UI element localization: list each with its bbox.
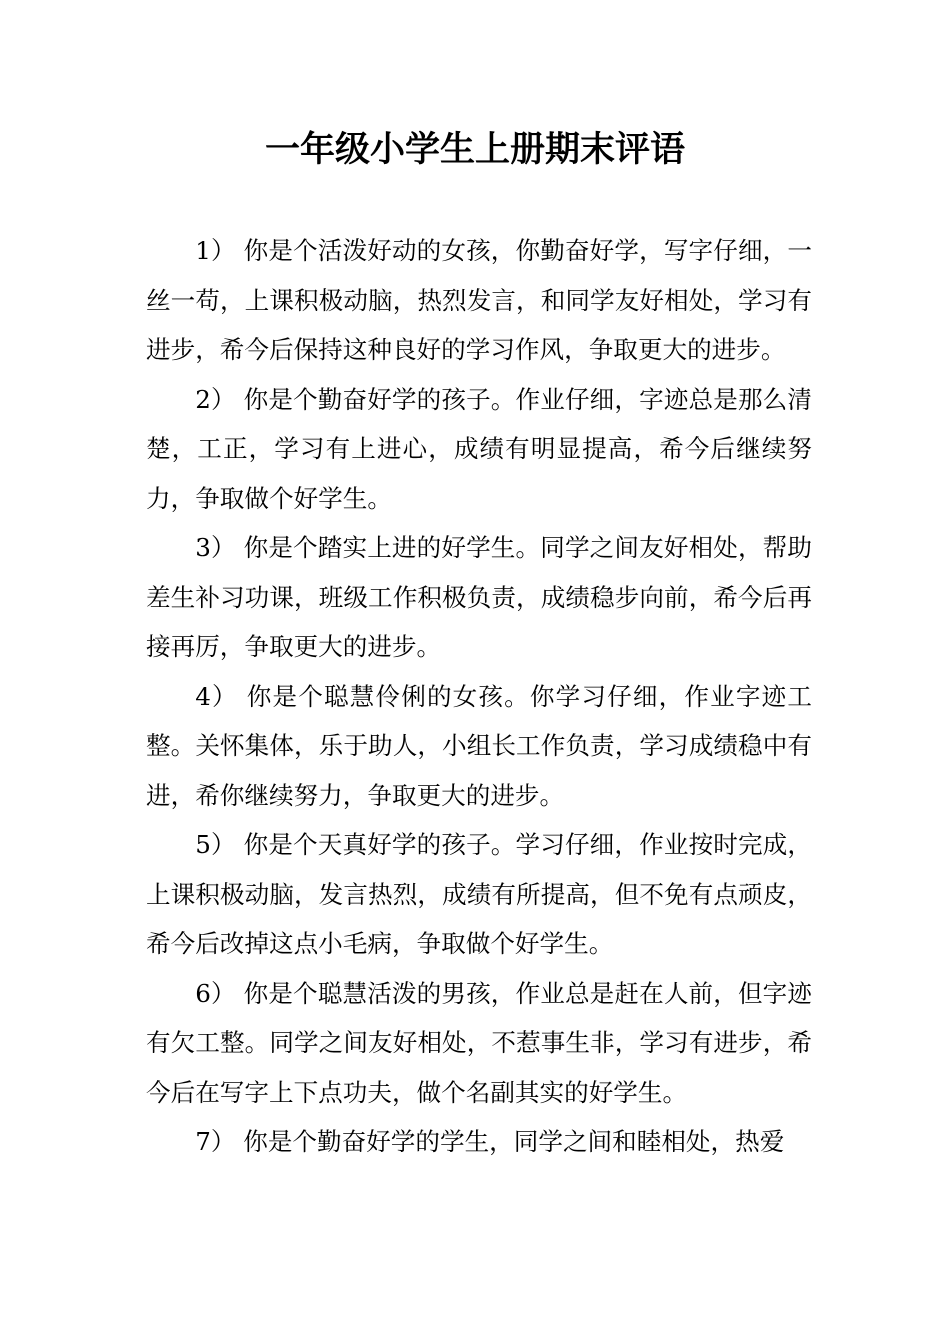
comment-paragraph-3: 3） 你是个踏实上进的好学生。同学之间友好相处，帮助差生补习功课，班级工作积极负责，成绩稳步向前，希今后再接再厉，争取更大的进步。 [146,533,812,661]
comment-paragraph-7: 7） 你是个勤奋好学的学生，同学之间和睦相处，热爱 [195,1127,785,1156]
comment-paragraph-4: 4） 你是个聪慧伶俐的女孩。你学习仔细，作业字迹工整。关怀集体，乐于助人，小组长工作负责，学习成绩稳中有进，希你继续努力，争取更大的进步。 [146,681,812,810]
comment-paragraph-5: 5） 你是个天真好学的孩子。学习仔细，作业按时完成，上课积极动脑，发言热烈，成绩有所提高，但不免有点顽皮，希今后改掉这点小毛病，争取做个好学生。 [146,830,812,958]
comment-paragraph-1: 1） 你是个活泼好动的女孩，你勤奋好学，写字仔细，一丝一苟，上课积极动脑，热烈发言，和同学友好相处，学习有进步，希今后保持这种良好的学习作风，争取更大的进步。 [146,236,812,364]
document-title: 一年级小学生上册期末评语 [264,130,685,170]
comment-paragraph-2: 2） 你是个勤奋好学的孩子。作业仔细，字迹总是那么清楚，工正，学习有上进心，成绩有明显提高，希今后继续努力，争取做个好学生。 [146,384,812,513]
comment-paragraph-6: 6） 你是个聪慧活泼的男孩，作业总是赶在人前，但字迹有欠工整。同学之间友好相处，不惹事生非，学习有进步，希今后在写字上下点功夫，做个名副其实的好学生。 [146,978,812,1107]
document-body [146,226,812,1167]
